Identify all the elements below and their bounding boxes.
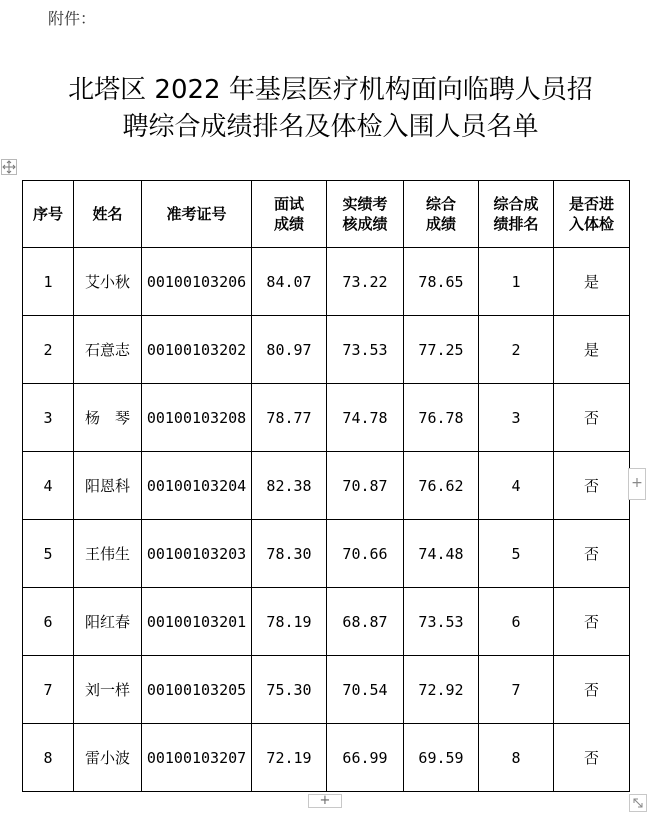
cell-name: 阳红春: [74, 588, 142, 656]
table-row: [23, 316, 630, 384]
table-row: [23, 588, 630, 656]
header-rank: [479, 181, 554, 248]
cell-composite-score: 73.53: [404, 588, 479, 656]
cell-composite-score: 72.92: [404, 656, 479, 724]
cell-index: 4: [23, 452, 74, 520]
cell-rank: 7: [479, 656, 554, 724]
cell-composite-score: 78.65: [404, 248, 479, 316]
table-row: [23, 248, 630, 316]
header-interview-score: [252, 181, 327, 248]
table-row: [23, 656, 630, 724]
table-resize-handle[interactable]: [629, 794, 647, 812]
cell-performance-score: 66.99: [327, 724, 404, 792]
table-move-handle[interactable]: [1, 159, 17, 175]
add-column-button[interactable]: +: [628, 468, 646, 500]
cell-name: 雷小波: [74, 724, 142, 792]
cell-exam-id: 00100103205: [142, 656, 252, 724]
cell-performance-score: 68.87: [327, 588, 404, 656]
cell-performance-score: 73.22: [327, 248, 404, 316]
cell-physical-exam: 是: [554, 248, 630, 316]
cell-interview-score: 78.30: [252, 520, 327, 588]
cell-exam-id: 00100103203: [142, 520, 252, 588]
cell-interview-score: 72.19: [252, 724, 327, 792]
header-text: 实绩考: [342, 195, 388, 213]
document-title-line-1: 北塔区 2022 年基层医疗机构面向临聘人员招: [68, 75, 593, 105]
cell-exam-id: 00100103201: [142, 588, 252, 656]
attachment-label: 附件：: [48, 9, 97, 28]
cell-performance-score: 70.54: [327, 656, 404, 724]
cell-physical-exam: 否: [554, 384, 630, 452]
header-text: 绩排名: [493, 215, 539, 233]
cell-rank: 2: [479, 316, 554, 384]
cell-exam-id: 00100103204: [142, 452, 252, 520]
cell-composite-score: 69.59: [404, 724, 479, 792]
cell-physical-exam: 是: [554, 316, 630, 384]
cell-physical-exam: 否: [554, 520, 630, 588]
cell-exam-id: 00100103206: [142, 248, 252, 316]
cell-rank: 4: [479, 452, 554, 520]
cell-rank: 5: [479, 520, 554, 588]
cell-performance-score: 73.53: [327, 316, 404, 384]
add-row-button[interactable]: +: [308, 794, 342, 808]
cell-interview-score: 80.97: [252, 316, 327, 384]
header-text: 面试: [273, 195, 304, 213]
cell-rank: 8: [479, 724, 554, 792]
cell-index: 8: [23, 724, 74, 792]
header-text: 姓名: [92, 205, 123, 223]
document-title-line-2: 聘综合成绩排名及体检入围人员名单: [122, 112, 539, 142]
cell-physical-exam: 否: [554, 452, 630, 520]
table-row: [23, 724, 630, 792]
table-row: [23, 452, 630, 520]
header-text: 入体检: [568, 215, 614, 233]
cell-composite-score: 76.62: [404, 452, 479, 520]
cell-composite-score: 76.78: [404, 384, 479, 452]
cell-name: 杨 琴: [74, 384, 142, 452]
cell-performance-score: 74.78: [327, 384, 404, 452]
header-index: [23, 181, 74, 248]
move-arrows-icon: [2, 160, 16, 174]
table-row: [23, 384, 630, 452]
cell-index: 3: [23, 384, 74, 452]
header-composite-score: [404, 181, 479, 248]
cell-name: 石意志: [74, 316, 142, 384]
cell-rank: 1: [479, 248, 554, 316]
cell-name: 艾小秋: [74, 248, 142, 316]
header-exam-id: [142, 181, 252, 248]
cell-physical-exam: 否: [554, 724, 630, 792]
cell-name: 阳恩科: [74, 452, 142, 520]
cell-index: 6: [23, 588, 74, 656]
cell-performance-score: 70.87: [327, 452, 404, 520]
header-text: 是否进: [568, 195, 614, 213]
results-table: [22, 180, 630, 792]
cell-exam-id: 00100103202: [142, 316, 252, 384]
header-text: 综合成: [493, 195, 539, 213]
resize-diagonal-icon: [630, 795, 646, 811]
header-text: 成绩: [273, 215, 304, 233]
header-text: 准考证号: [166, 205, 227, 223]
cell-exam-id: 00100103208: [142, 384, 252, 452]
cell-exam-id: 00100103207: [142, 724, 252, 792]
cell-interview-score: 84.07: [252, 248, 327, 316]
cell-interview-score: 78.19: [252, 588, 327, 656]
cell-index: 2: [23, 316, 74, 384]
cell-composite-score: 77.25: [404, 316, 479, 384]
cell-interview-score: 75.30: [252, 656, 327, 724]
header-physical-exam: [554, 181, 630, 248]
header-text: 成绩: [425, 215, 456, 233]
header-performance-score: [327, 181, 404, 248]
cell-index: 5: [23, 520, 74, 588]
cell-interview-score: 78.77: [252, 384, 327, 452]
cell-name: 刘一样: [74, 656, 142, 724]
cell-index: 1: [23, 248, 74, 316]
cell-index: 7: [23, 656, 74, 724]
table-row: [23, 520, 630, 588]
cell-performance-score: 70.66: [327, 520, 404, 588]
header-name: [74, 181, 142, 248]
cell-interview-score: 82.38: [252, 452, 327, 520]
header-text: 核成绩: [342, 215, 388, 233]
cell-composite-score: 74.48: [404, 520, 479, 588]
cell-rank: 3: [479, 384, 554, 452]
header-text: 综合: [425, 195, 456, 213]
cell-rank: 6: [479, 588, 554, 656]
cell-physical-exam: 否: [554, 588, 630, 656]
cell-physical-exam: 否: [554, 656, 630, 724]
header-text: 序号: [32, 205, 63, 223]
cell-name: 王伟生: [74, 520, 142, 588]
table-header-row: [23, 181, 630, 248]
